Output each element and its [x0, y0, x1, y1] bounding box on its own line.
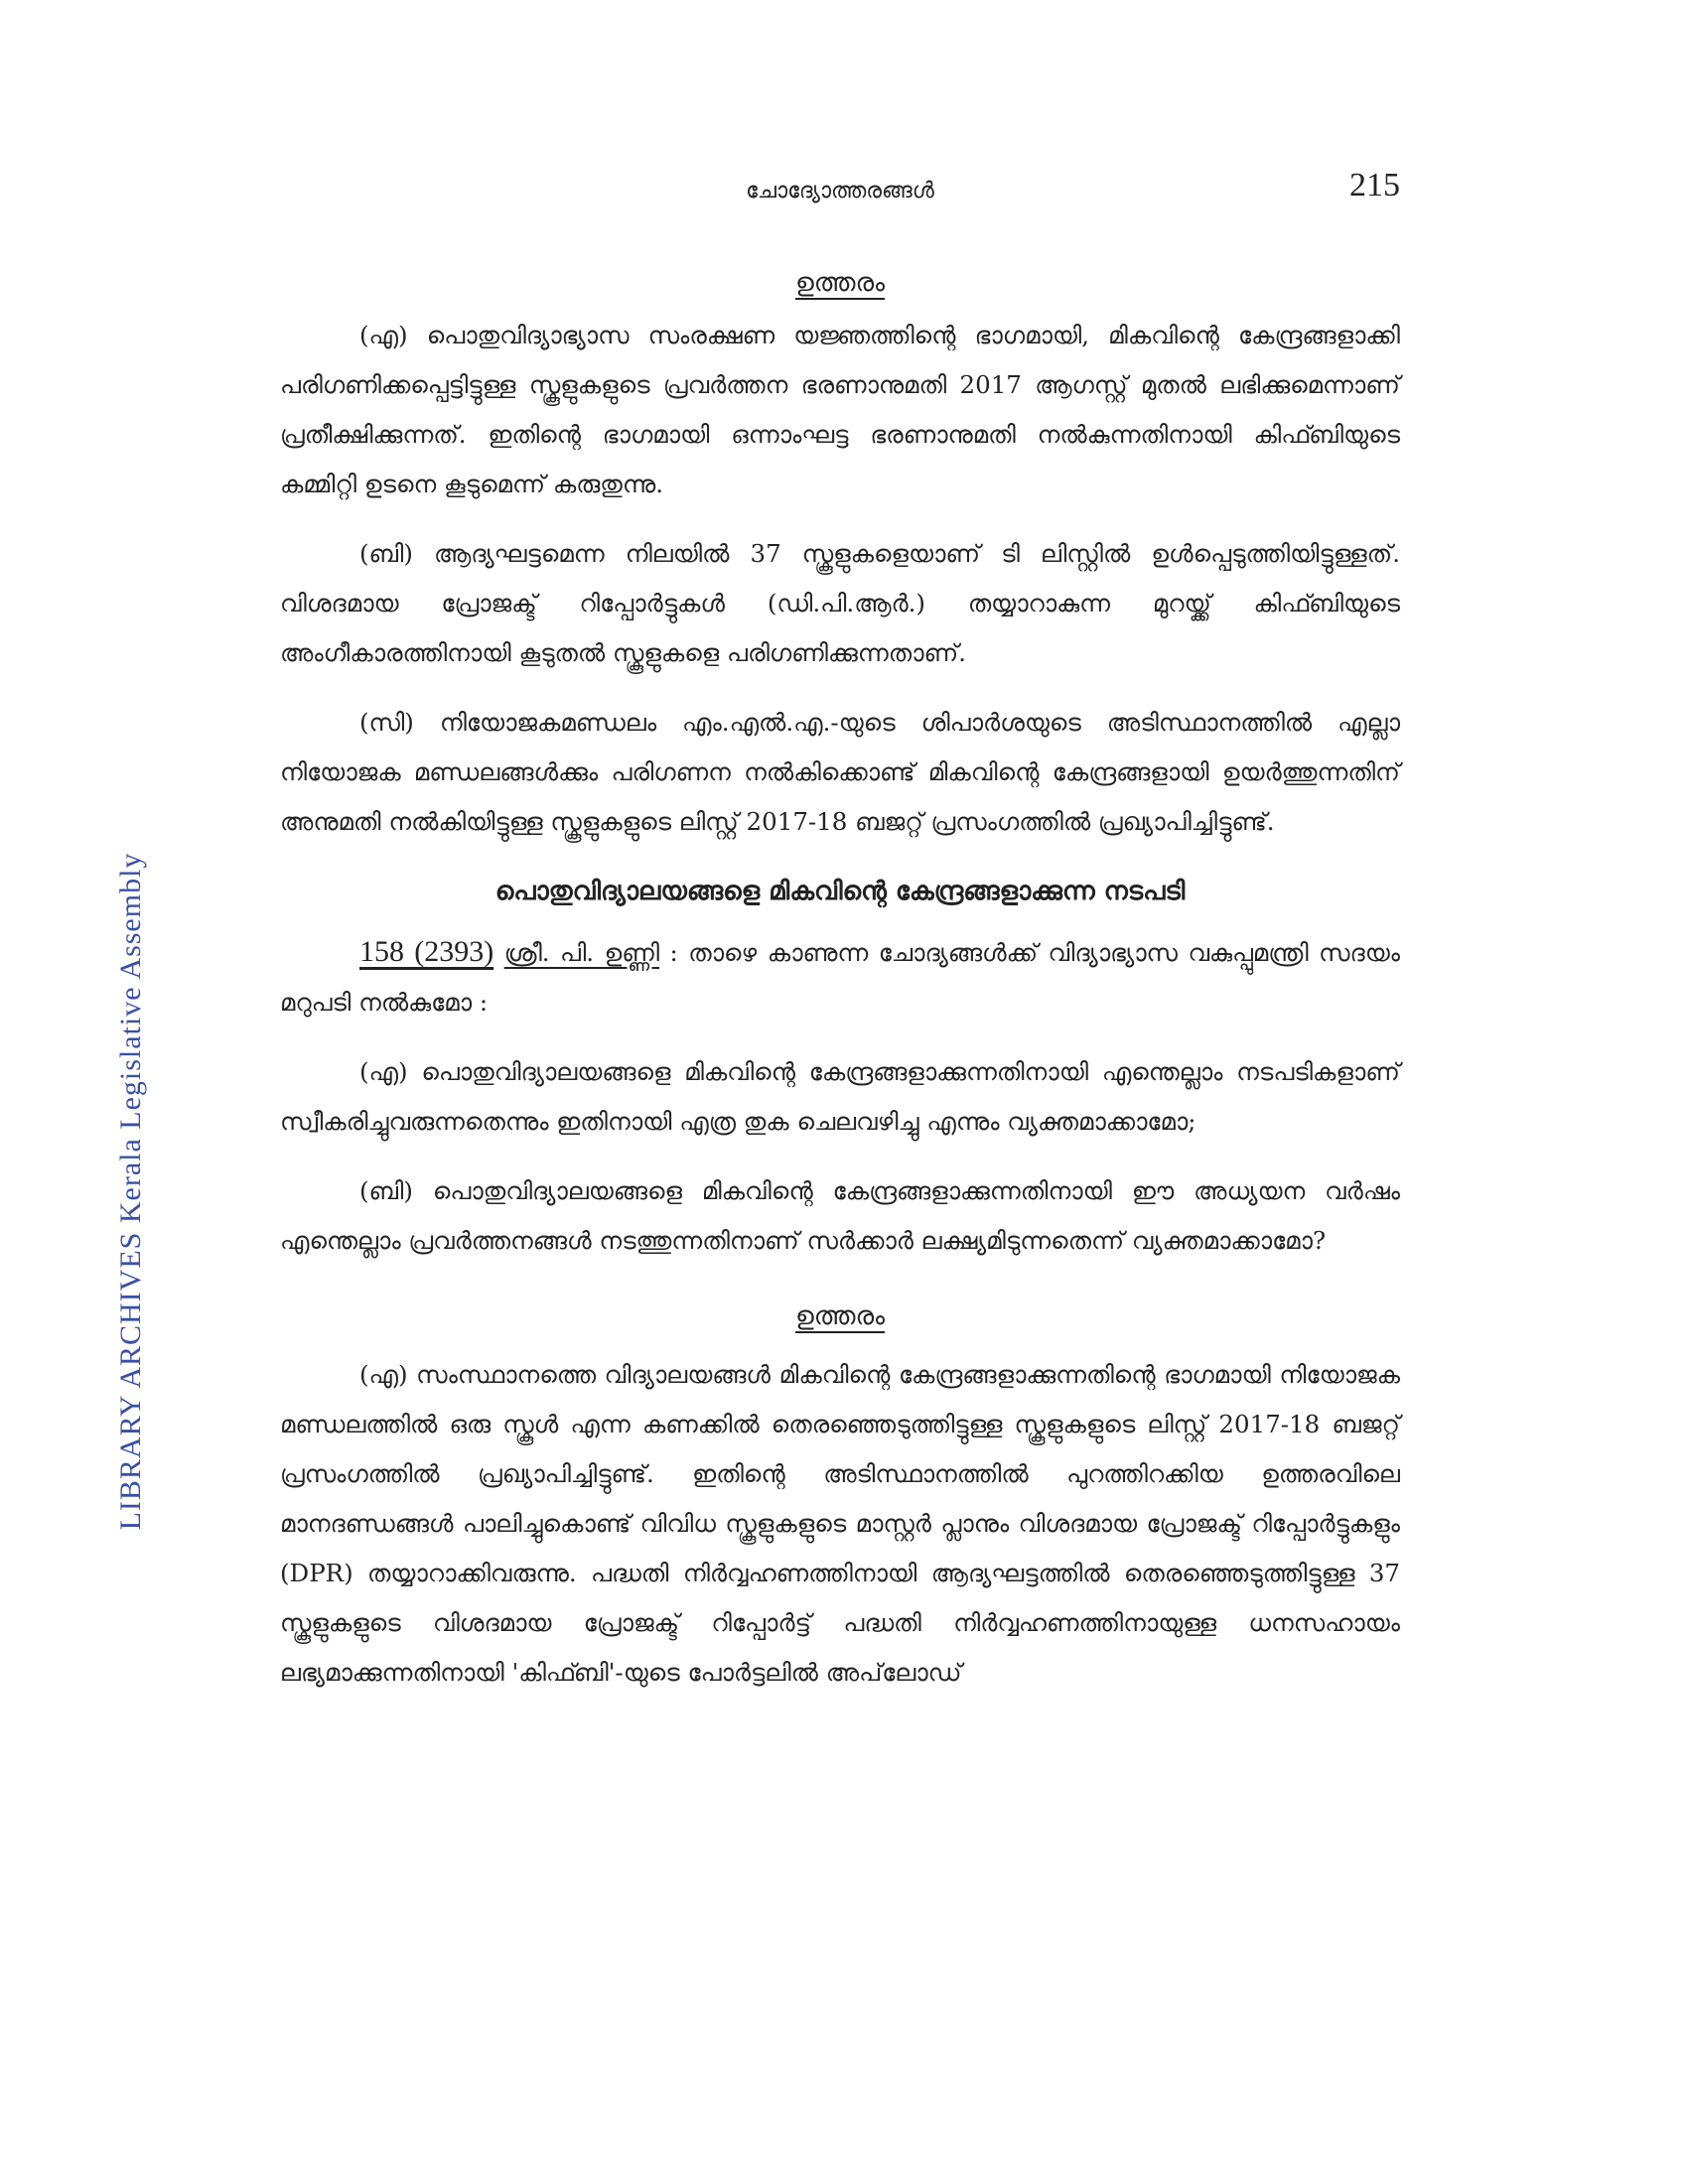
member-name: ശ്രീ. പി. ഉണ്ണി	[503, 938, 660, 967]
question-intro-text: : താഴെ കാണുന്ന ചോദ്യങ്ങൾക്ക് വിദ്യാഭ്യാസ വകുപ്പുമന്ത്രി സദയം മറുപടി നൽകുമോ :	[280, 938, 1401, 1017]
question-intro	[280, 927, 1400, 1027]
running-header-title: ചോദ്യോത്തരങ്ങൾ	[746, 179, 934, 204]
question-number: 158 (2393)	[359, 935, 494, 968]
answer-heading: ഉത്തരം	[795, 1301, 885, 1331]
question-part-a: (എ) പൊതുവിദ്യാലയങ്ങളെ മികവിന്റെ കേന്ദ്രങ്ങളാക്കുന്നതിനായി എന്തെല്ലാം നടപടികളാണ് സ്വീകരിച്ചുവരുന്നതെന്നും ഇതിനായി എത്ര തുക ചെലവഴിച്ചു എന്നും വ്യക്തമാക്കാമോ;	[280, 1057, 1400, 1136]
answer-part-b: (ബി) ആദ്യഘട്ടമെന്ന നിലയിൽ 37 സ്കൂളുകളെയാണ് ടി ലിസ്റ്റിൽ ഉൾപ്പെടുത്തിയിട്ടുള്ളത്. വിശദമായ പ്രോജക്ട് റിപ്പോർട്ടുകൾ (ഡി.പി.ആർ.) തയ്യാറാകുന്ന മുറയ്ക്ക് കിഫ്ബിയുടെ അംഗീകാരത്തിനായി കൂടുതൽ സ്കൂളുകളെ പരിഗണിക്കുന്നതാണ്.	[280, 539, 1400, 667]
running-header	[280, 167, 1400, 226]
question-part-b: (ബി) പൊതുവിദ്യാലയങ്ങളെ മികവിന്റെ കേന്ദ്രങ്ങളാക്കുന്നതിനായി ഈ അധ്യയന വർഷം എന്തെല്ലാം പ്രവർത്തനങ്ങൾ നടത്തുന്നതിനാണ് സർക്കാർ ലക്ഷ്യമിടുന്നതെന്ന് വ്യക്തമാക്കാമോ?	[280, 1176, 1400, 1255]
answer-part-c: (സി) നിയോജകമണ്ഡലം എം.എൽ.എ.-യുടെ ശിപാർശയുടെ അടിസ്ഥാനത്തിൽ എല്ലാ നിയോജക മണ്ഡലങ്ങൾക്കും പരിഗണന നൽകിക്കൊണ്ട് മികവിന്റെ കേന്ദ്രങ്ങളായി ഉയർത്തുന്നതിന് അനുമതി നൽകിയിട്ടുള്ള സ്കൂളുകളുടെ ലിസ്റ്റ് 2017-18 ബജറ്റ് പ്രസംഗത്തിൽ പ്രഖ്യാപിച്ചിട്ടുണ്ട്.	[280, 708, 1400, 836]
answer-heading: ഉത്തരം	[795, 268, 885, 298]
archive-watermark: LIBRARY ARCHIVES Kerala Legislative Assembly	[114, 852, 147, 1531]
document-page	[280, 167, 1400, 1717]
question-title: പൊതുവിദ്യാലയങ്ങളെ മികവിന്റെ കേന്ദ്രങ്ങളാക്കുന്ന നടപടി	[494, 877, 1186, 906]
page-number: 215	[1349, 167, 1400, 204]
answer-part-a: (എ) പൊതുവിദ്യാഭ്യാസ സംരക്ഷണ യജ്ഞത്തിന്റെ ഭാഗമായി, മികവിന്റെ കേന്ദ്രങ്ങളാക്കി പരിഗണിക്കപ്പെട്ടിട്ടുള്ള സ്കൂളുകളുടെ പ്രവർത്തന ഭരണാനുമതി 2017 ആഗസ്റ്റ് മുതൽ ലഭിക്കുമെന്നാണ് പ്രതീക്ഷിക്കുന്നത്. ഇതിന്റെ ഭാഗമായി ഒന്നാംഘട്ട ഭരണാനുമതി നൽകുന്നതിനായി കിഫ്ബിയുടെ കമ്മിറ്റി ഉടനെ കൂടുമെന്ന് കരുതുന്നു.	[280, 321, 1400, 498]
answer-part-a: (എ) സംസ്ഥാനത്തെ വിദ്യാലയങ്ങൾ മികവിന്റെ കേന്ദ്രങ്ങളാക്കുന്നതിന്റെ ഭാഗമായി നിയോജക മണ്ഡലത്തിൽ ഒരു സ്കൂൾ എന്ന കണക്കിൽ തെരഞ്ഞെടുത്തിട്ടുള്ള സ്കൂളുകളുടെ ലിസ്റ്റ് 2017-18 ബജറ്റ് പ്രസംഗത്തിൽ പ്രഖ്യാപിച്ചിട്ടുണ്ട്. ഇതിന്റെ അടിസ്ഥാനത്തിൽ പുറത്തിറക്കിയ ഉത്തരവിലെ മാനദണ്ഡങ്ങൾ പാലിച്ചുകൊണ്ട് വിവിധ സ്കൂളുകളുടെ മാസ്റ്റർ പ്ലാനും വിശദമായ പ്രോജക്ട് റിപ്പോർട്ടുകളും (DPR) തയ്യാറാക്കിവരുന്നു. പദ്ധതി നിർവ്വഹണത്തിനായി ആദ്യഘട്ടത്തിൽ തെരഞ്ഞെടുത്തിട്ടുള്ള 37 സ്കൂളുകളുടെ വിശദമായ പ്രോജക്ട് റിപ്പോർട്ട് പദ്ധതി നിർവ്വഹണത്തിനായുള്ള ധനസഹായം ലഭ്യമാക്കുന്നതിനായി 'കിഫ്ബി'-യുടെ പോർട്ടലിൽ അപ്‌ലോഡ്	[280, 1360, 1400, 1687]
